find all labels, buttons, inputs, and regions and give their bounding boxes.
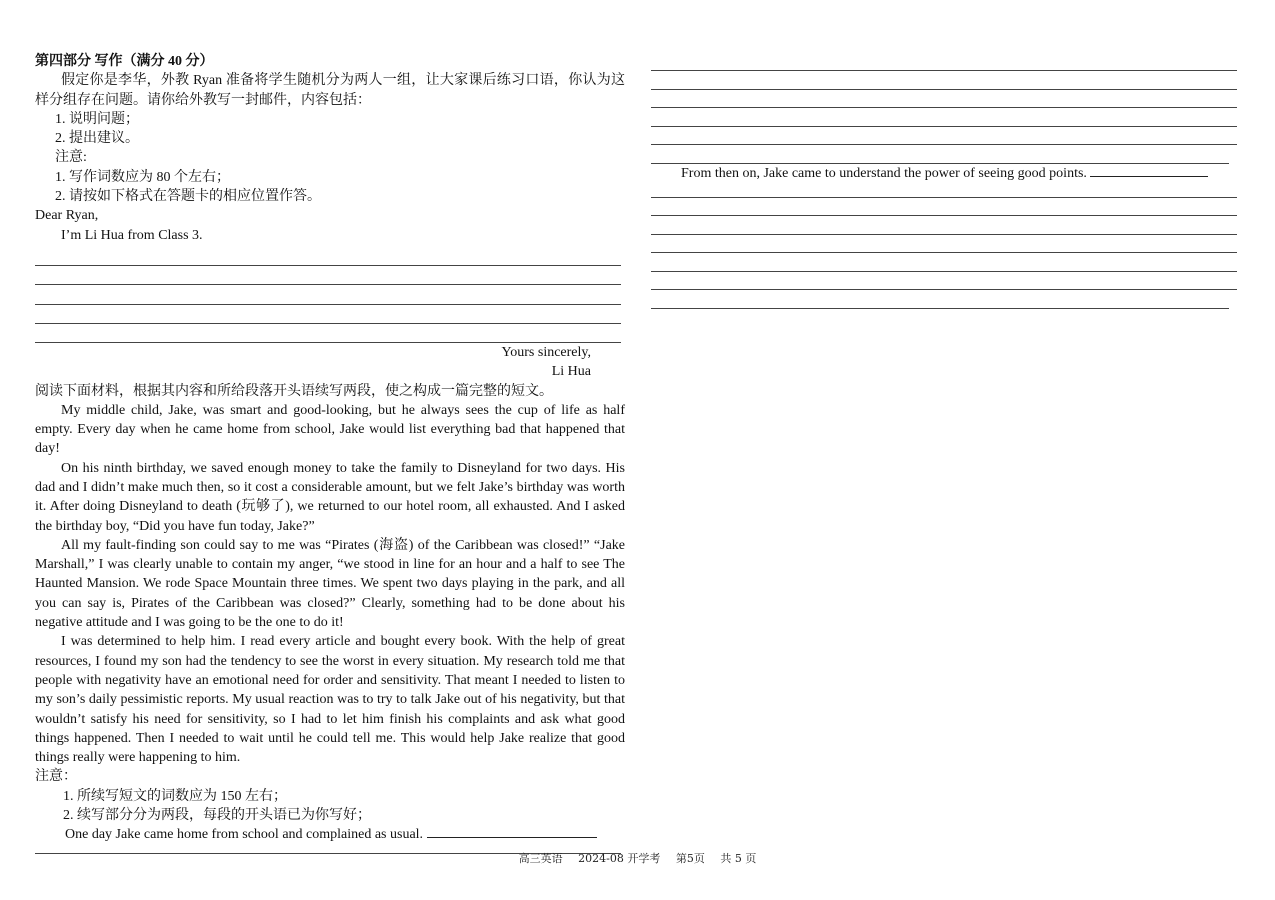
- writing-line[interactable]: [651, 290, 1229, 309]
- footer-exam: 2024-08 开学考: [578, 852, 661, 865]
- starter-1-blank[interactable]: [427, 836, 597, 838]
- writing-line[interactable]: [651, 235, 1237, 254]
- continuation-note-label: 注意：: [35, 769, 77, 785]
- writing-line[interactable]: [651, 90, 1237, 109]
- prompt-item-1: 1. 说明问题；: [55, 111, 139, 127]
- section-title: 第四部分 写作（满分 40 分）: [35, 54, 214, 69]
- signature: Li Hua: [551, 364, 591, 380]
- writing-line[interactable]: [651, 71, 1237, 90]
- starter-2-blank[interactable]: [1090, 175, 1208, 177]
- story-paragraph: My middle child, Jake, was smart and good-looking, but he always sees the cup of life as half empty. Every day when he came home from school, Jake would list everything bad that happened that day!: [35, 402, 625, 457]
- story-paragraph: All my fault-finding son could say to me was “Pirates (海盗) of the Caribbean was closed!” “Jake Marshall,” I was clearly unable to contain my anger, “we stood in line for an hour and a half to see The Haunted Mansion. We rode Space Mountain three times. We spent two days playing in the park, and all you can say is, Pirates of the Caribbean was closed?” Clearly, something had to be done about his negative attitude and I was going to be the one to do it!: [35, 537, 625, 631]
- closing-phrase: Yours sincerely,: [501, 344, 591, 360]
- continuation-note-1: 1. 所续写短文的词数应为 150 左右；: [63, 788, 287, 804]
- paragraph-starter-1: [35, 825, 625, 844]
- right-column: [651, 60, 1237, 309]
- starter-1-text: One day Jake came home from school and complained as usual.: [65, 827, 424, 843]
- footer-total: 共 5 页: [720, 852, 757, 865]
- writing-line[interactable]: [651, 127, 1237, 146]
- writing-line[interactable]: [651, 253, 1237, 272]
- letter-writing-area[interactable]: [35, 247, 621, 343]
- writing-line[interactable]: [651, 60, 1237, 71]
- writing-line[interactable]: [35, 305, 621, 324]
- letter-opening: I’m Li Hua from Class 3.: [61, 227, 203, 243]
- continuation-note-2: 2. 续写部分分为两段，每段的开头语已为你写好；: [63, 808, 371, 824]
- writing-line[interactable]: [651, 108, 1237, 127]
- footer-page: 第5页: [675, 852, 705, 865]
- salutation: Dear Ryan,: [35, 208, 99, 224]
- writing-line[interactable]: [35, 247, 621, 266]
- left-column: [35, 52, 625, 854]
- writing-line[interactable]: [651, 272, 1237, 291]
- prompt-item-2: 2. 提出建议。: [55, 131, 139, 147]
- writing-line[interactable]: [651, 198, 1237, 217]
- page-footer: [0, 850, 1275, 866]
- writing-prompt: 假定你是李华，外教 Ryan 准备将学生随机分为两人一组，让大家课后练习口语，你认为这样分组存在问题。请你给外教写一封邮件，内容包括：: [35, 73, 625, 108]
- writing-line[interactable]: [35, 266, 621, 285]
- starter-2-text: From then on, Jake came to understand the power of seeing good points.: [681, 165, 1087, 181]
- footer-subject: 高三英语: [518, 852, 563, 865]
- writing-line[interactable]: [651, 216, 1237, 235]
- note-label: 注意:: [55, 150, 87, 166]
- answer-area-1[interactable]: [651, 60, 1237, 164]
- writing-line[interactable]: [651, 183, 1237, 198]
- story-paragraph: On his ninth birthday, we saved enough money to take the family to Disneyland for two days. His dad and I didn’t make much then, so it cost a considerable amount, but we felt Jake’s birthday was worth it. After doing Disneyland to death (玩够了), we returned to our hotel room, all exhausted. And I asked the birthday boy, “Did you have fun today, Jake?”: [35, 460, 625, 534]
- letter-closing: [35, 343, 621, 382]
- note-item-1: 1. 写作词数应为 80 个左右；: [55, 169, 230, 185]
- story-paragraph: I was determined to help him. I read every article and bought every book. With the help of great resources, I found my son had the tendency to see the worst in every situation. My research told me that people with negativity have an emotional need for order and sensitivity. That meant I needed to listen to my son’s daily pessimistic reports. My usual reaction was to try to talk Jake out of his negativity, but that wouldn’t satisfy his need for sensitivity, so I had to let him finish his complaints and ask what good things happened. Then I needed to wait until he could tell me. This would help Jake realize that good things really were happening to him.: [35, 634, 625, 766]
- writing-line[interactable]: [35, 285, 621, 304]
- note-item-2: 2. 请按如下格式在答题卡的相应位置作答。: [55, 189, 321, 205]
- writing-line[interactable]: [35, 324, 621, 343]
- continuation-instruction: 阅读下面材料，根据其内容和所给段落开头语续写两段，使之构成一篇完整的短文。: [35, 383, 553, 399]
- answer-area-2[interactable]: [651, 183, 1237, 309]
- paragraph-starter-2: [651, 164, 1237, 183]
- writing-line[interactable]: [651, 145, 1229, 164]
